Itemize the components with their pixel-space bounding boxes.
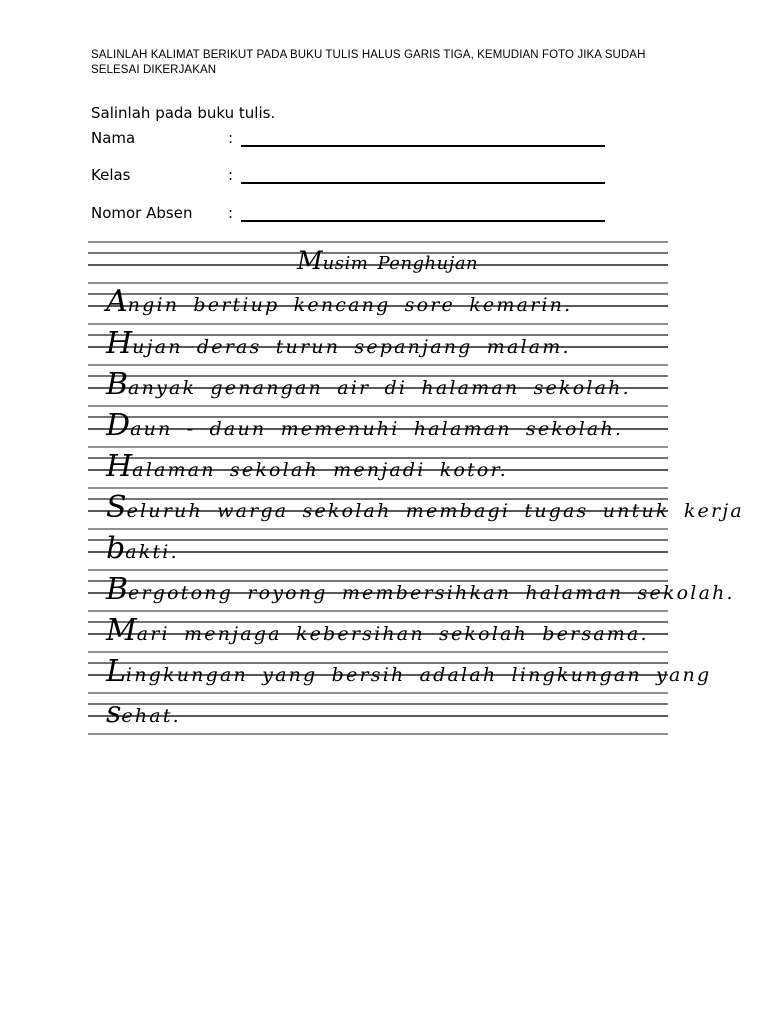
initial-letter: B (106, 367, 129, 402)
worksheet-line: Lingkungan yang bersih adalah lingkungan yang (106, 654, 712, 689)
worksheet-line: sehat. (106, 695, 181, 730)
initial-letter: H (106, 326, 133, 361)
worksheet-line: Banyak genangan air di halaman sekolah. (106, 367, 631, 402)
class-label: Kelas (91, 166, 131, 184)
initial-letter: b (106, 531, 126, 566)
worksheet-line: Halaman sekolah menjadi kotor. (106, 449, 509, 484)
initial-letter: H (106, 449, 133, 484)
worksheet-line: Daun - daun memenuhi halaman sekolah. (106, 408, 624, 443)
instruction-text: SALINLAH KALIMAT BERIKUT PADA BUKU TULIS HALUS GARIS TIGA, KEMUDIAN FOTO JIKA SUDAH SELESAI DIKERJAKAN (91, 49, 646, 76)
worksheet-line: Mari menjaga kebersihan sekolah bersama. (106, 613, 649, 648)
absen-label: Nomor Absen (91, 204, 193, 222)
subtitle: Salinlah pada buku tulis. (91, 104, 276, 122)
worksheet-title-text: Musim Penghujan (297, 246, 479, 275)
worksheet-line: Angin bertiup kencang sore kemarin. (106, 284, 573, 319)
initial-letter: B (106, 572, 129, 607)
initial-letter: L (106, 654, 126, 689)
initial-letter: D (106, 408, 131, 443)
worksheet-line: bakti. (106, 531, 179, 566)
worksheet-title (297, 246, 478, 275)
absen-colon: : (228, 204, 234, 222)
worksheet-line: Bergotong royong membersihkan halaman sekolah. (106, 572, 735, 607)
initial-letter: M (106, 613, 137, 648)
initial-letter: A (106, 284, 128, 319)
initial-letter: M (297, 246, 323, 275)
worksheet-line: Seluruh warga sekolah membagi tugas untuk kerja (106, 490, 744, 525)
name-colon: : (228, 129, 234, 147)
initial-letter: S (106, 490, 127, 525)
class-colon: : (228, 166, 234, 184)
initial-letter: s (106, 695, 122, 730)
worksheet-line: Hujan deras turun sepanjang malam. (106, 326, 571, 361)
name-label: Nama (91, 129, 136, 147)
